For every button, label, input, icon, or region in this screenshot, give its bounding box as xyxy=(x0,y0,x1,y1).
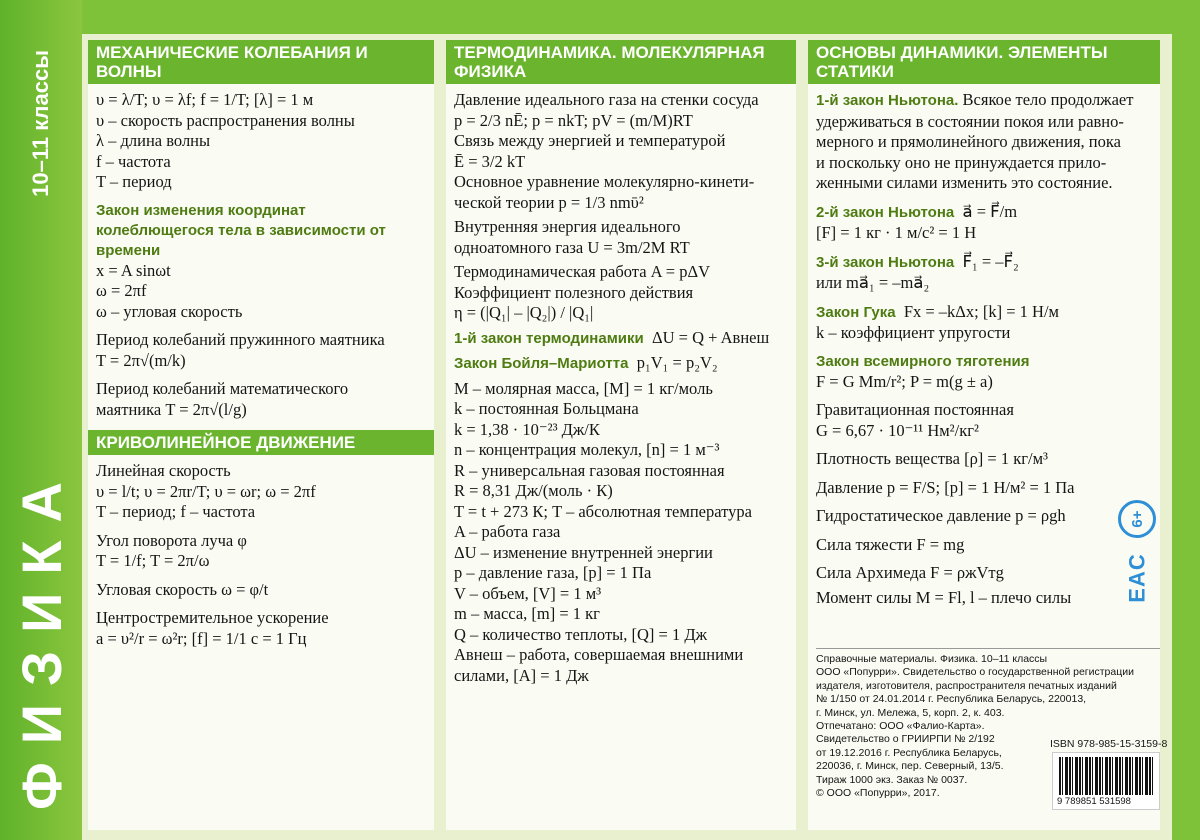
text-line: k – постоянная Больцмана xyxy=(454,399,639,418)
text-line: Коэффициент полезного действия xyxy=(454,282,694,302)
side-strip xyxy=(0,0,82,840)
text-line: женными силами изменить это состояние. xyxy=(816,173,1113,192)
law-formula: p₁V₁ = p₂V₂ xyxy=(636,353,718,372)
law-line xyxy=(446,353,796,375)
law-line xyxy=(808,302,1160,324)
text-line: Центростремительное ускорение xyxy=(96,608,329,627)
formula-line: одноатомного газа U = 3m/2M RT xyxy=(454,237,690,257)
formula-line: F = G Mm/r²; P = m(g ± a) xyxy=(816,371,993,391)
text-line: T = t + 273 К; T – абсолютная температура xyxy=(454,501,752,521)
text-line: R – универсальная газовая постоянная xyxy=(454,460,725,480)
text-line: p – давление газа, [p] = 1 Па xyxy=(454,563,652,582)
formula-line: Плотность вещества [ρ] = 1 кг/м³ xyxy=(816,449,1048,468)
formula-line: x = A sinωt xyxy=(96,260,171,280)
formula-line: Момент силы M = Fl, l – плечо силы xyxy=(816,587,1072,607)
text-fragment: Всякое тело продолжает xyxy=(962,90,1134,109)
imprint-line: Тираж 1000 экз. Заказ № 0037. xyxy=(816,773,968,786)
law-title: 1-й закон Ньютона. xyxy=(816,92,959,109)
formula-line: ω = 2πf xyxy=(96,281,147,300)
law-title: 1-й закон термодинамики xyxy=(454,329,644,347)
formula-line: [F] = 1 кг · 1 м/с² = 1 Н xyxy=(816,223,977,242)
text-line: Гравитационная постоянная xyxy=(816,400,1014,419)
text-line: Период колебаний пружинного маятника xyxy=(96,330,385,349)
section-heading-thermodynamics: ТЕРМОДИНАМИКА. МОЛЕКУЛЯРНАЯ ФИЗИКА xyxy=(446,40,796,84)
formula-line: p = 2/3 nĒ; p = nkT; pV = (m/M)RT xyxy=(454,110,693,130)
law-title: 2-й закон Ньютона xyxy=(816,203,955,221)
text-line: m – масса, [m] = 1 кг xyxy=(454,604,600,623)
eac-mark-icon xyxy=(1120,546,1156,610)
text-line: k = 1,38 · 10⁻²³ Дж/К xyxy=(454,419,600,439)
imprint-line: Отпечатано: ООО «Фалио-Карта». xyxy=(816,720,985,733)
text-line: и поскольку оно не принуждается прило- xyxy=(816,152,1107,172)
age-rating-badge: 6+ xyxy=(1118,500,1156,538)
text-line: Связь между энергией и температурой xyxy=(454,131,726,150)
barcode-bars xyxy=(1059,757,1155,795)
law-formula: ΔU = Q + Aвнеш xyxy=(651,327,770,347)
formula-line: υ = λ/T; υ = λf; f = 1/T; [λ] = 1 м xyxy=(96,90,314,109)
formula-line: G = 6,67 · 10⁻¹¹ Нм²/кг² xyxy=(816,420,979,440)
section-heading-oscillations: МЕХАНИЧЕСКИЕ КОЛЕБАНИЯ И ВОЛНЫ xyxy=(88,40,434,84)
text-line: Внутренняя энергия идеального xyxy=(454,217,681,236)
formula-line: Давление p = F/S; [p] = 1 Н/м² = 1 Па xyxy=(816,477,1075,497)
formula-line: Угловая скорость ω = φ/t xyxy=(96,579,269,599)
text-line: Угол поворота луча φ xyxy=(96,530,247,550)
text-line: T – период xyxy=(96,172,172,191)
text-line: мерного и прямолинейного движения, пока xyxy=(816,132,1121,151)
text-line: ΔU – изменение внутренней энергии xyxy=(454,542,713,562)
formula-line: Сила тяжести F = mg xyxy=(816,534,965,554)
text-line: υ – скорость распространения волны xyxy=(96,110,355,130)
formula-line: Сила Архимеда F = ρжVтg xyxy=(816,563,1004,582)
formula-line: маятника T = 2π√(l/g) xyxy=(96,399,247,419)
formula-line: T = 2π√(m/k) xyxy=(96,350,186,370)
formula-line: Термодинамическая работа A = pΔV xyxy=(454,262,710,281)
subject-title: ФИЗИКА xyxy=(9,464,73,810)
text-line: ω – угловая скорость xyxy=(96,301,243,321)
imprint-line: ООО «Попурри». Свидетельство о государственной регистрации xyxy=(816,666,1134,679)
imprint-line: от 19.12.2016 г. Республика Беларусь, xyxy=(816,746,1002,759)
text-line: k – коэффициент упругости xyxy=(816,323,1011,342)
law-line xyxy=(446,328,796,350)
law-line xyxy=(808,252,1160,274)
formula-line: υ = l/t; υ = 2πr/T; υ = ωr; ω = 2πf xyxy=(96,481,316,501)
formula-line: Ē = 3/2 kT xyxy=(454,151,526,171)
imprint-line: Справочные материалы. Физика. 10–11 классы xyxy=(816,653,1048,665)
text-line: T – период; f – частота xyxy=(96,502,256,521)
formula-line: T = 1/f; T = 2π/ω xyxy=(96,551,210,570)
grade-label: 10–11 классы xyxy=(28,50,53,197)
column-thermodynamics xyxy=(446,40,796,830)
section-heading-curvilinear: КРИВОЛИНЕЙНОЕ ДВИЖЕНИЕ xyxy=(88,430,434,455)
law-line xyxy=(808,202,1160,224)
law-title: Закон всемирного тяготения xyxy=(816,352,1030,370)
law-title: Закон Гука xyxy=(816,303,896,321)
text-line: V – объем, [V] = 1 м³ xyxy=(454,583,602,603)
law-title: Закон изменения координат колеблющегося тела в зависимости от времени xyxy=(96,201,386,259)
law-formula: F⃗₁ = –F⃗₂ xyxy=(962,251,1019,271)
section-heading-dynamics: ОСНОВЫ ДИНАМИКИ. ЭЛЕМЕНТЫ СТАТИКИ xyxy=(808,40,1160,84)
text-line: Линейная скорость xyxy=(96,461,231,480)
imprint-line: © ООО «Попурри», 2017. xyxy=(816,787,940,800)
text-line: R = 8,31 Дж/(моль · К) xyxy=(454,481,613,500)
text-line: M – молярная масса, [M] = 1 кг/моль xyxy=(454,378,713,398)
barcode-number: 9 789851 531598 xyxy=(1057,796,1131,807)
law-formula: a⃗ = F⃗/m xyxy=(962,201,1018,221)
law-title: 3-й закон Ньютона xyxy=(816,253,955,271)
text-line: f – частота xyxy=(96,151,171,171)
text-line: Период колебаний математического xyxy=(96,379,349,398)
formula-line: ческой теории p = 1/3 nmῡ² xyxy=(454,192,644,212)
text-line: Основное уравнение молекулярно-кинети- xyxy=(454,172,755,191)
barcode-icon xyxy=(1052,752,1160,810)
formula-line: η = (|Q₁| – |Q₂|) / |Q₁| xyxy=(454,303,594,322)
eac-mark-text: EAC xyxy=(1125,553,1151,603)
text-line: силами, [A] = 1 Дж xyxy=(454,665,589,685)
column-mechanics xyxy=(88,40,434,830)
formula-line: Гидростатическое давление p = ρgh xyxy=(816,506,1066,525)
imprint-line: № 1/150 от 24.01.2014 г. Республика Беларусь, 220013, xyxy=(816,693,1087,706)
newton1-line xyxy=(808,90,1160,112)
isbn-label: ISBN 978-985-15-3159-8 xyxy=(1050,738,1168,750)
text-line: Давление идеального газа на стенки сосуда xyxy=(454,90,759,109)
law-formula: Fx = –kΔx; [k] = 1 Н/м xyxy=(903,301,1059,321)
text-line: Aвнеш – работа, совершаемая внешними xyxy=(454,645,744,664)
imprint-line: издателя, изготовителя, распространителя печатных изданий xyxy=(816,679,1117,692)
imprint-line: Свидетельство о ГРИИРПИ № 2/192 xyxy=(816,733,995,746)
text-line: λ – длина волны xyxy=(96,131,211,150)
text-line: Q – количество теплоты, [Q] = 1 Дж xyxy=(454,624,707,644)
law-title: Закон Бойля–Мариотта xyxy=(454,355,629,372)
formula-line: или ma⃗₁ = –ma⃗₂ xyxy=(816,273,930,292)
imprint-line: г. Минск, ул. Мележа, 5, корп. 2, к. 403. xyxy=(816,706,1005,719)
text-line: удерживаться в состоянии покоя или равно- xyxy=(816,111,1124,131)
text-line: n – концентрация молекул, [n] = 1 м⁻³ xyxy=(454,440,720,459)
formula-line: a = υ²/r = ω²r; [f] = 1/1 с = 1 Гц xyxy=(96,628,307,648)
text-line: A – работа газа xyxy=(454,522,561,541)
imprint-line: 220036, г. Минск, пер. Северный, 13/5. xyxy=(816,760,1004,773)
